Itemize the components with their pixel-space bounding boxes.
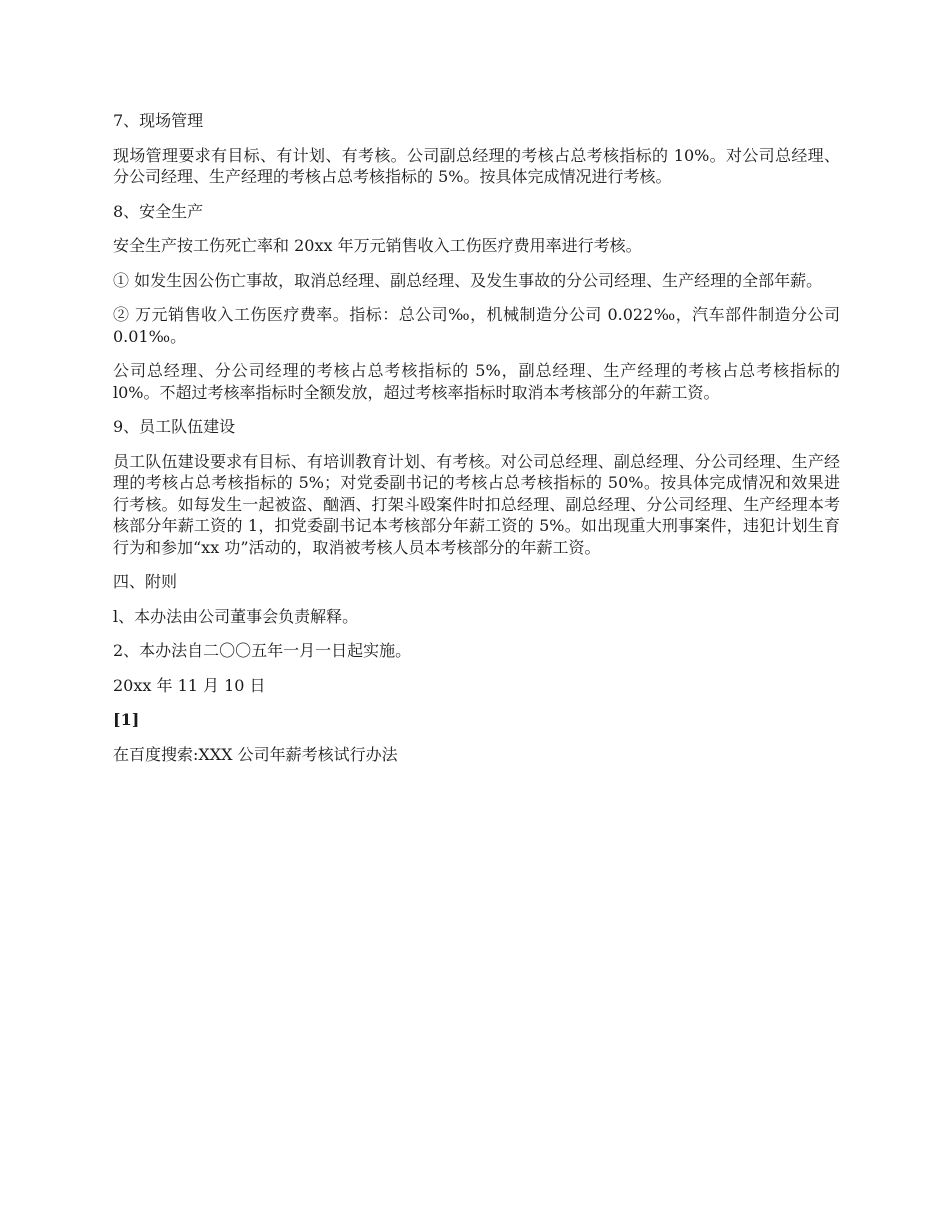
paragraph-safety-item-1: ① 如发生因公伤亡事故，取消总经理、副总经理、及发生事故的分公司经理、生产经理的全部年薪。 bbox=[113, 270, 823, 290]
paragraph-safety-item-2: ② 万元销售收入工伤医疗费率。指标：总公司‰，机械制造分公司 0.022‰，汽车部件制造分公司 0.01‰。 bbox=[113, 305, 840, 346]
paragraph-safety-weights: 公司总经理、分公司经理的考核占总考核指标的 5%，副总经理、生产经理的考核占总考核指标的 l0%。不超过考核率指标时全额发放，超过考核率指标时取消本考核部分的年薪工资。 bbox=[113, 361, 840, 402]
paragraph-site-management: 现场管理要求有目标、有计划、有考核。公司副总经理的考核占总考核指标的 10%。对公司总经理、分公司经理、生产经理的考核占总考核指标的 5%。按具体完成情况进行考核。 bbox=[113, 145, 840, 186]
document-date: 20xx 年 11 月 10 日 bbox=[113, 675, 266, 695]
paragraph-safety-intro: 安全生产按工伤死亡率和 20xx 年万元销售收入工伤医疗费用率进行考核。 bbox=[113, 236, 642, 255]
page-reference: [1] bbox=[113, 710, 140, 729]
document-page bbox=[113, 110, 840, 778]
search-hint: 在百度搜索:XXX 公司年薪考核试行办法 bbox=[113, 744, 398, 764]
section-heading-staff: 9、员工队伍建设 bbox=[113, 417, 236, 436]
paragraph-staff: 员工队伍建设要求有目标、有培训教育计划、有考核。对公司总经理、副总经理、分公司经理、生产经理的考核占总考核指标的 5%；对党委副书记的考核占总考核指标的 50%。按具体完成情况和效果进行考核。如每发生一起被盗、酗酒、打架斗殴案件时扣总经理、副总经理、分公司经理、生产经理本考核部分年薪工资的 1，扣党委副书记本考核部分年薪工资的 5%。如出现重大刑事案件，违犯计划生育行为和参加“xx 功”活动的，取消被考核人员本考核部分的年薪工资。 bbox=[113, 451, 840, 557]
section-heading-site-management: 7、现场管理 bbox=[113, 111, 204, 130]
section-heading-safety: 8、安全生产 bbox=[113, 201, 204, 221]
section-heading-appendix: 四、附则 bbox=[113, 572, 178, 591]
paragraph-appendix-2: 2、本办法自二〇〇五年一月一日起实施。 bbox=[113, 641, 412, 660]
paragraph-appendix-1: l、本办法由公司董事会负责解释。 bbox=[113, 606, 359, 626]
